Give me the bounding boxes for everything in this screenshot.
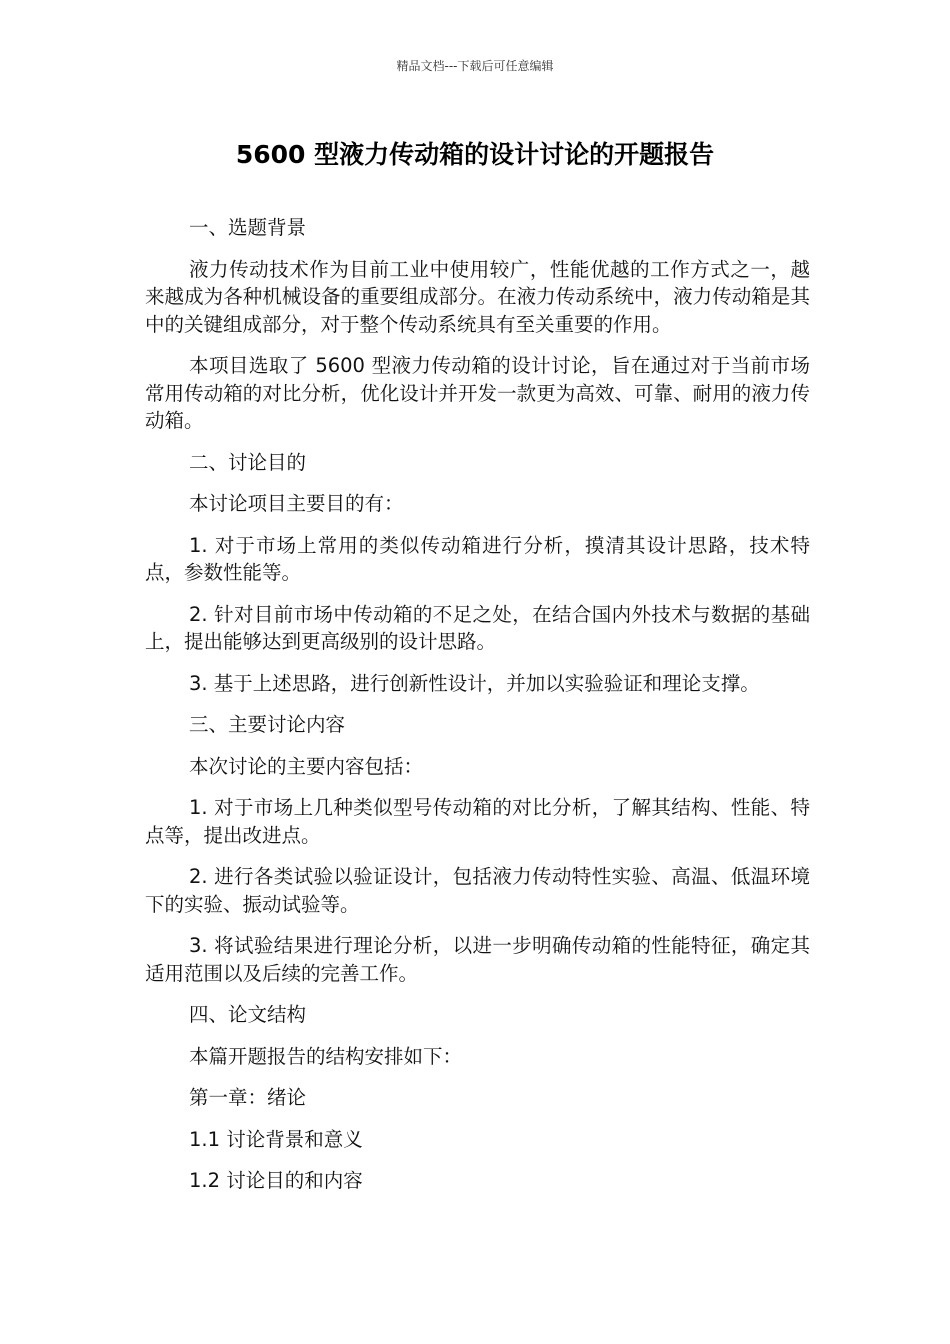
paragraph-purpose-intro: 本讨论项目主要目的有：: [189, 492, 404, 515]
list-item-purpose-2: 2. 针对目前市场中传动箱的不足之处，在结合国内外技术与数据的基础上，提出能够达到更高级别的设计思路。: [145, 602, 810, 653]
list-item-content-2: 2. 进行各类试验以验证设计，包括液力传动特性实验、高温、低温环境下的实验、振动试验等。: [145, 865, 810, 916]
document-title: 5600 型液力传动箱的设计讨论的开题报告: [235, 140, 715, 169]
paragraph-background-2: 本项目选取了 5600 型液力传动箱的设计讨论，旨在通过对于当前市场常用传动箱的对比分析，优化设计并开发一款更为高效、可靠、耐用的液力传动箱。: [145, 354, 810, 432]
section-heading-structure: 四、论文结构: [189, 1003, 307, 1026]
paragraph-structure-intro: 本篇开题报告的结构安排如下：: [189, 1044, 463, 1068]
section-heading-content: 三、主要讨论内容: [189, 713, 346, 736]
subsection-1-1: 1.1 讨论背景和意义: [189, 1127, 363, 1151]
list-item-purpose-1: 1. 对于市场上常用的类似传动箱进行分析，摸清其设计思路，技术特点，参数性能等。: [145, 533, 810, 584]
section-heading-background: 一、选题背景: [189, 216, 307, 239]
section-heading-purpose: 二、讨论目的: [189, 450, 307, 474]
list-item-content-3: 3. 将试验结果进行理论分析，以进一步明确传动箱的性能特征，确定其适用范围以及后续的完善工作。: [145, 934, 810, 985]
header-note: 精品文档---下载后可任意编辑: [396, 59, 554, 73]
paragraph-background-1: 液力传动技术作为目前工业中使用较广，性能优越的工作方式之一，越来越成为各种机械设备的重要组成部分。在液力传动系统中，液力传动箱是其中的关键组成部分，对于整个传动系统具有至关重要的作用。: [145, 257, 810, 336]
document-body: [145, 214, 810, 1209]
subsection-1-2: 1.2 讨论目的和内容: [189, 1169, 363, 1192]
chapter-heading-1: 第一章：绪论: [189, 1086, 307, 1109]
list-item-purpose-3: 3. 基于上述思路，进行创新性设计，并加以实验验证和理论支撑。: [189, 671, 760, 695]
list-item-content-1: 1. 对于市场上几种类似型号传动箱的对比分析，了解其结构、性能、特点等，提出改进点。: [145, 796, 810, 847]
paragraph-content-intro: 本次讨论的主要内容包括：: [189, 754, 424, 778]
